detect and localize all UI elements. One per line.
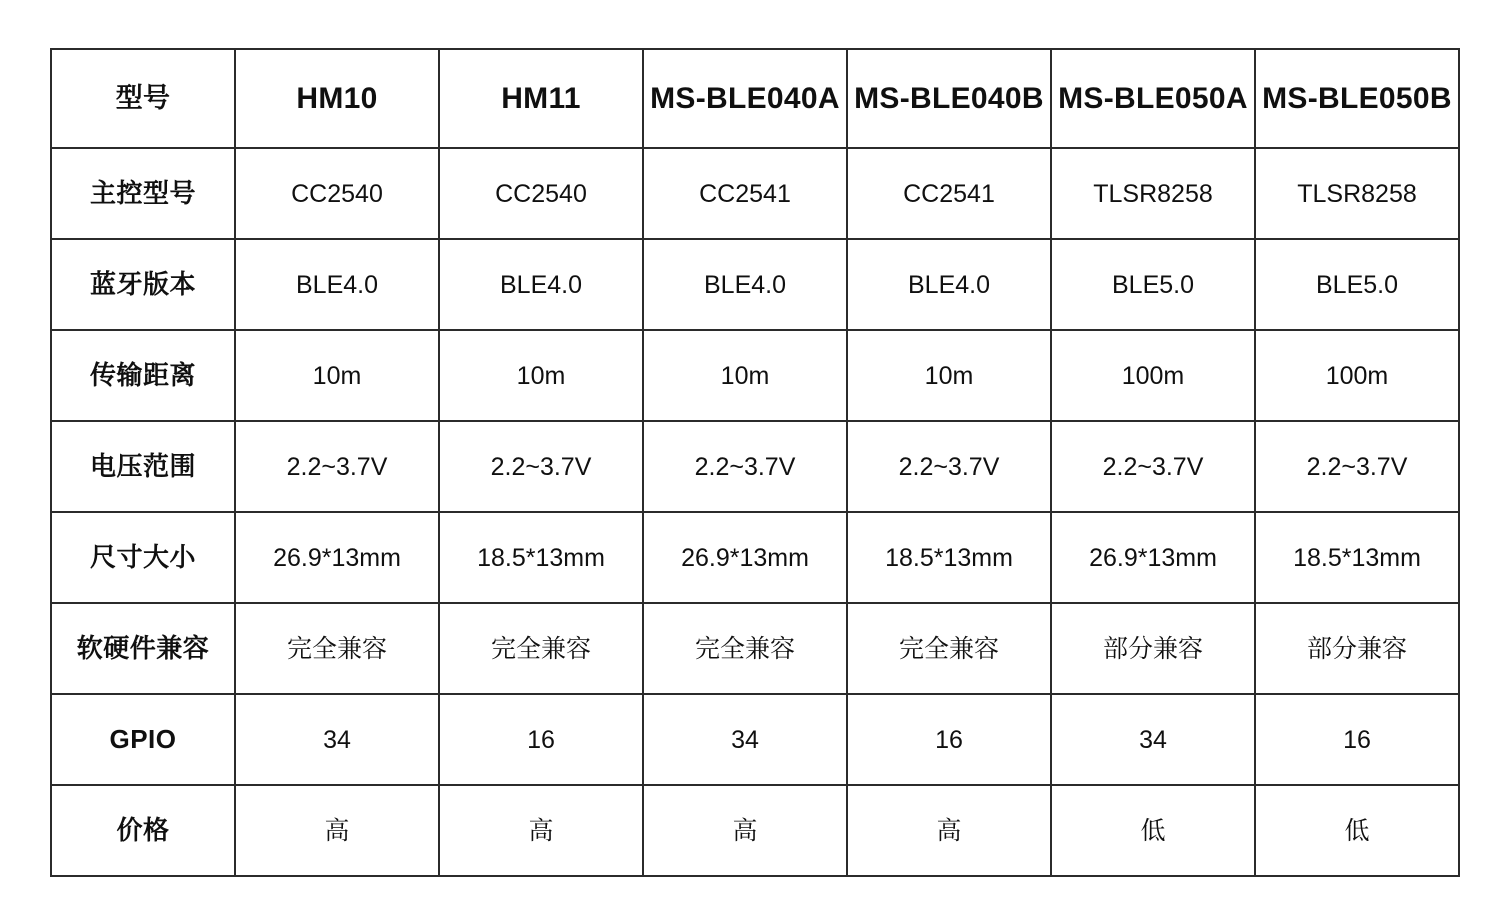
- cell-price-ms-ble040b: 高: [847, 785, 1051, 876]
- cell-voltage-range-ms-ble040a: 2.2~3.7V: [643, 421, 847, 512]
- cell-compatibility-ms-ble050a: 部分兼容: [1051, 603, 1255, 694]
- cell-mcu-model-ms-ble050b: TLSR8258: [1255, 148, 1459, 239]
- cell-gpio-ms-ble050a: 34: [1051, 694, 1255, 785]
- cell-mcu-model-ms-ble040a: CC2541: [643, 148, 847, 239]
- cell-price-hm10: 高: [235, 785, 439, 876]
- cell-compatibility-hm11: 完全兼容: [439, 603, 643, 694]
- cell-compatibility-ms-ble040a: 完全兼容: [643, 603, 847, 694]
- row-label-dimensions: 尺寸大小: [51, 512, 235, 603]
- cell-gpio-hm11: 16: [439, 694, 643, 785]
- cell-dimensions-ms-ble040b: 18.5*13mm: [847, 512, 1051, 603]
- cell-transmission-distance-ms-ble050b: 100m: [1255, 330, 1459, 421]
- cell-bluetooth-version-ms-ble050a: BLE5.0: [1051, 239, 1255, 330]
- cell-price-hm11: 高: [439, 785, 643, 876]
- cell-voltage-range-hm11: 2.2~3.7V: [439, 421, 643, 512]
- row-label-gpio: GPIO: [51, 694, 235, 785]
- cell-dimensions-hm11: 18.5*13mm: [439, 512, 643, 603]
- cell-mcu-model-hm10: CC2540: [235, 148, 439, 239]
- cell-mcu-model-ms-ble050a: TLSR8258: [1051, 148, 1255, 239]
- cell-gpio-ms-ble050b: 16: [1255, 694, 1459, 785]
- cell-bluetooth-version-ms-ble040a: BLE4.0: [643, 239, 847, 330]
- cell-gpio-hm10: 34: [235, 694, 439, 785]
- table-row: [51, 239, 1459, 330]
- cell-voltage-range-ms-ble040b: 2.2~3.7V: [847, 421, 1051, 512]
- cell-dimensions-ms-ble050a: 26.9*13mm: [1051, 512, 1255, 603]
- table-header-row: [51, 49, 1459, 148]
- cell-voltage-range-ms-ble050b: 2.2~3.7V: [1255, 421, 1459, 512]
- table-row: [51, 694, 1459, 785]
- cell-transmission-distance-hm11: 10m: [439, 330, 643, 421]
- cell-mcu-model-hm11: CC2540: [439, 148, 643, 239]
- cell-gpio-ms-ble040a: 34: [643, 694, 847, 785]
- cell-transmission-distance-ms-ble040b: 10m: [847, 330, 1051, 421]
- cell-transmission-distance-hm10: 10m: [235, 330, 439, 421]
- row-label-voltage-range: 电压范围: [51, 421, 235, 512]
- cell-bluetooth-version-hm10: BLE4.0: [235, 239, 439, 330]
- cell-transmission-distance-ms-ble040a: 10m: [643, 330, 847, 421]
- table-header-cell-model: 型号: [51, 49, 235, 148]
- table-row: [51, 603, 1459, 694]
- row-label-price: 价格: [51, 785, 235, 876]
- row-label-compatibility: 软硬件兼容: [51, 603, 235, 694]
- cell-price-ms-ble040a: 高: [643, 785, 847, 876]
- cell-bluetooth-version-ms-ble050b: BLE5.0: [1255, 239, 1459, 330]
- table-header-cell-ms-ble040b: MS-BLE040B: [847, 49, 1051, 148]
- cell-dimensions-ms-ble040a: 26.9*13mm: [643, 512, 847, 603]
- cell-bluetooth-version-hm11: BLE4.0: [439, 239, 643, 330]
- cell-mcu-model-ms-ble040b: CC2541: [847, 148, 1051, 239]
- cell-voltage-range-ms-ble050a: 2.2~3.7V: [1051, 421, 1255, 512]
- cell-compatibility-ms-ble050b: 部分兼容: [1255, 603, 1459, 694]
- row-label-transmission-distance: 传输距离: [51, 330, 235, 421]
- table-row: [51, 148, 1459, 239]
- table-row: [51, 421, 1459, 512]
- cell-transmission-distance-ms-ble050a: 100m: [1051, 330, 1255, 421]
- cell-compatibility-ms-ble040b: 完全兼容: [847, 603, 1051, 694]
- table-header-cell-ms-ble050a: MS-BLE050A: [1051, 49, 1255, 148]
- cell-dimensions-ms-ble050b: 18.5*13mm: [1255, 512, 1459, 603]
- cell-voltage-range-hm10: 2.2~3.7V: [235, 421, 439, 512]
- table-header-cell-ms-ble040a: MS-BLE040A: [643, 49, 847, 148]
- cell-dimensions-hm10: 26.9*13mm: [235, 512, 439, 603]
- table-header-cell-hm10: HM10: [235, 49, 439, 148]
- cell-price-ms-ble050a: 低: [1051, 785, 1255, 876]
- table-row: [51, 330, 1459, 421]
- cell-bluetooth-version-ms-ble040b: BLE4.0: [847, 239, 1051, 330]
- cell-gpio-ms-ble040b: 16: [847, 694, 1051, 785]
- row-label-bluetooth-version: 蓝牙版本: [51, 239, 235, 330]
- ble-module-comparison-table: [50, 48, 1460, 877]
- table-row: [51, 785, 1459, 876]
- table-row: [51, 512, 1459, 603]
- cell-compatibility-hm10: 完全兼容: [235, 603, 439, 694]
- table-header-cell-hm11: HM11: [439, 49, 643, 148]
- table-header-cell-ms-ble050b: MS-BLE050B: [1255, 49, 1459, 148]
- cell-price-ms-ble050b: 低: [1255, 785, 1459, 876]
- row-label-mcu-model: 主控型号: [51, 148, 235, 239]
